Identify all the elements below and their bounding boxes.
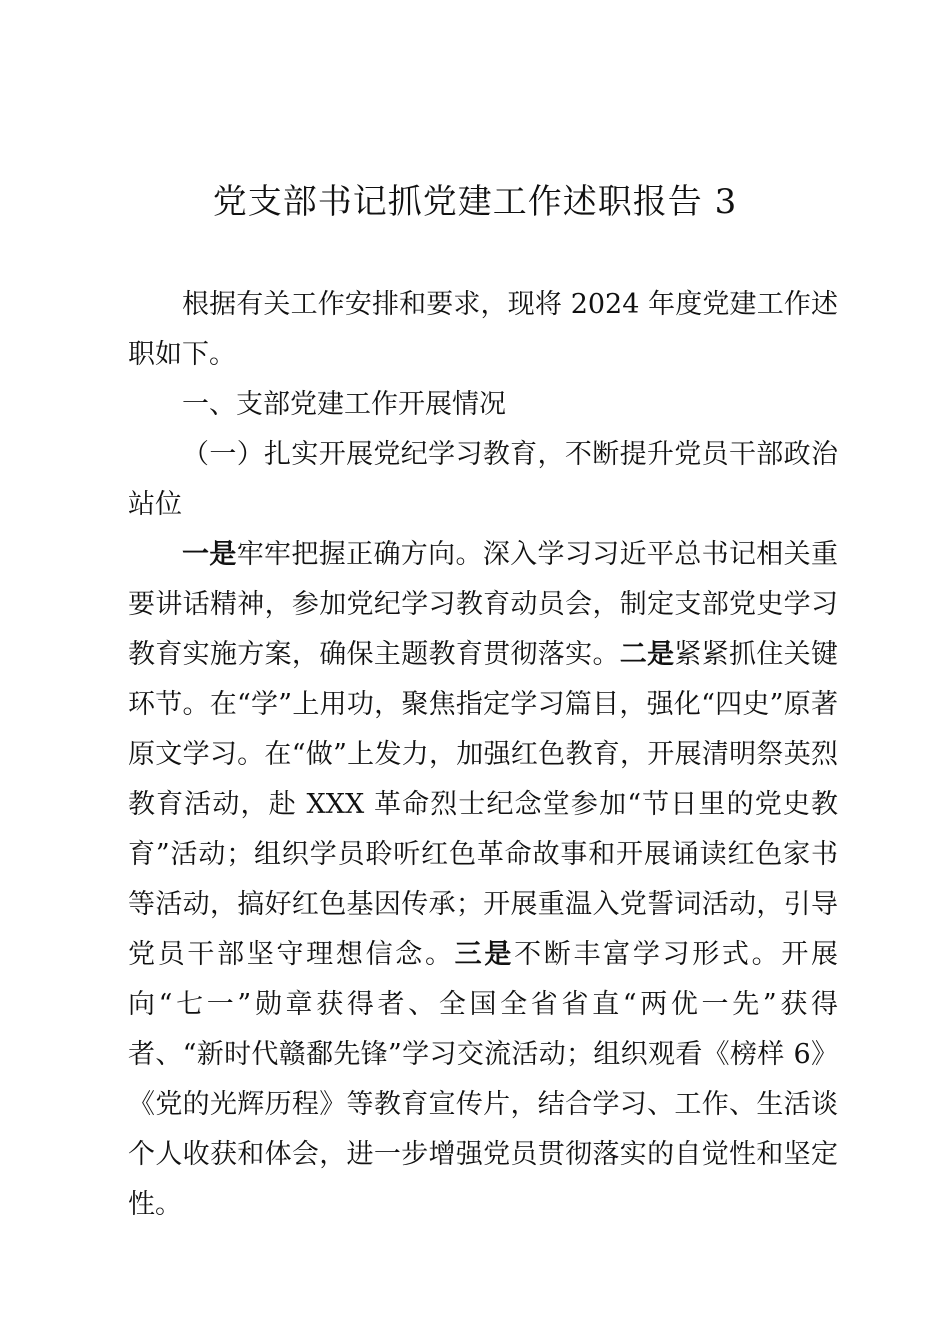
lead-three: 三是 [454, 939, 515, 970]
main-paragraph [128, 530, 838, 1230]
text-one: 牢牢把握正确方向。深入学习习近平总书记相关重要讲话精神，参加党纪学习教育动员会，制定支部党史学习教育实施方案，确保主题教育贯彻落实。 [128, 539, 839, 670]
section-heading: 一、支部党建工作开展情况 [182, 389, 506, 420]
intro-paragraph: 根据有关工作安排和要求，现将 2024 年度党建工作述职如下。 [128, 289, 838, 370]
lead-two: 二是 [619, 639, 675, 670]
text-three: 不断丰富学习形式。开展向“七一”勋章获得者、全国全省省直“两优一先”获得者、“新时代赣鄱先锋”学习交流活动；组织观看《榜样 6》《党的光辉历程》等教育宣传片，结合学习、工作、生活谈个人收获和体会，进一步增强党员贯彻落实的自觉性和坚定性。 [128, 939, 839, 1220]
subsection-heading: （一）扎实开展党纪学习教育，不断提升党员干部政治站位 [128, 439, 838, 520]
lead-one: 一是 [182, 539, 237, 570]
text-two: 紧紧抓住关键环节。在“学”上用功，聚焦指定学习篇目，强化“四史”原著原文学习。在“做”上发力，加强红色教育，开展清明祭英烈教育活动，赴 XXX 革命烈士纪念堂参加“节日里的党史教育”活动；组织学员聆听红色革命故事和开展诵读红色家书等活动，搞好红色基因传承；开展重温入党誓词活动，引导党员干部坚守理想信念。 [128, 639, 839, 970]
document-title: 党支部书记抓党建工作述职报告 3 [212, 181, 738, 222]
document-body [128, 280, 838, 1230]
